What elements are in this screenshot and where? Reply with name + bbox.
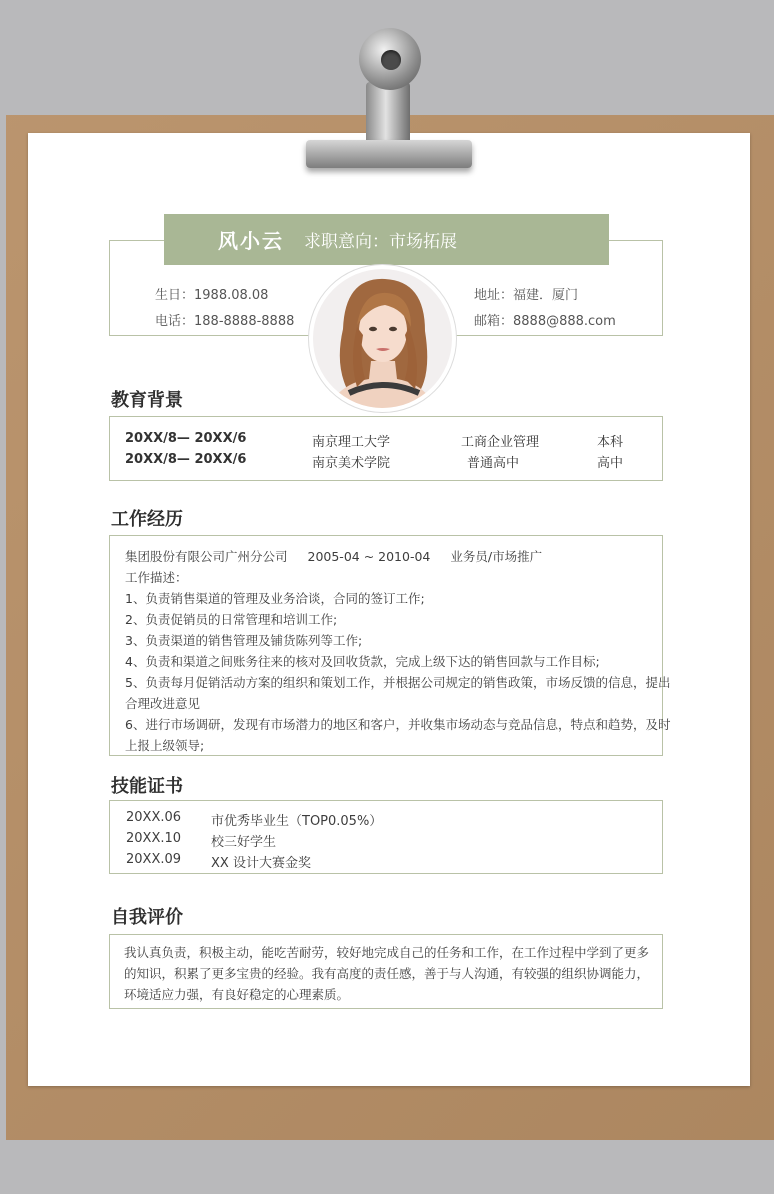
self-eval-title: 自我评价 [111,907,183,928]
skill-date: 20XX.10 [126,831,182,846]
work-position: 业务员/市场推广 [450,549,543,564]
birth-date: 生日：1988.08.08 [155,288,269,303]
portrait-photo [313,269,452,408]
edu-degree: 本科 [597,435,624,450]
education-title: 教育背景 [111,390,183,411]
address: 地址：福建．厦门 [474,288,579,303]
candidate-name: 风小云 [218,229,284,253]
work-title: 工作经历 [111,509,183,530]
work-header-line [125,546,665,567]
clip-hole [381,50,401,70]
self-eval-text: 我认真负责，积极主动，能吃苦耐劳，较好地完成自己的任务和工作，在工作过程中学到了更多的知识，积累了更多宝贵的经验。我有高度的责任感，善于与人沟通，有较强的组织协调能力，环境适应力强，有良好稳定的心理素质。 [124,945,650,1002]
edu-degree: 高中 [597,456,624,471]
job-intent: 求职意向：市场拓展 [304,232,457,252]
skill-award: 校三好学生 [211,835,277,850]
work-desc-line: 4、负责和渠道之间账务往来的核对及回收货款，完成上级下达的销售回款与工作目标; [125,654,600,669]
work-content [125,546,671,756]
avatar [309,265,456,412]
binder-clip [306,140,472,168]
skills-box [109,800,663,874]
edu-major: 普通高中 [467,456,520,471]
edu-school: 南京理工大学 [312,435,391,450]
edu-major: 工商企业管理 [461,435,540,450]
edu-school: 南京美术学院 [312,456,391,471]
work-period: 2005-04 ~ 2010-04 [307,549,431,564]
work-desc-line: 合理改进意见 [125,696,201,711]
title-banner [164,214,609,265]
skill-date: 20XX.09 [126,852,182,867]
work-company: 集团股份有限公司广州分公司 [125,549,288,564]
edu-period: 20XX/8— 20XX/6 [125,431,247,446]
work-desc-line: 6、进行市场调研，发现有市场潜力的地区和客户，并收集市场动态与竞品信息，特点和趋势，及时 [125,717,671,732]
skills-title: 技能证书 [111,776,183,797]
work-desc-line: 上报上级领导; [125,738,205,753]
work-desc-label: 工作描述： [125,570,188,585]
edu-period: 20XX/8— 20XX/6 [125,452,247,467]
skill-date: 20XX.06 [126,810,182,825]
work-desc-line: 5、负责每月促销活动方案的组织和策划工作，并根据公司规定的销售政策，市场反馈的信息，提出 [125,675,671,690]
clip-arm [366,82,410,144]
work-desc-line: 2、负责促销员的日常管理和培训工作; [125,612,338,627]
phone-number: 电话：188-8888-8888 [155,314,295,329]
work-desc-line: 1、负责销售渠道的管理及业务洽谈，合同的签订工作; [125,591,425,606]
skill-award: 市优秀毕业生（TOP0.05%） [211,814,383,829]
skill-award: XX 设计大赛金奖 [211,856,311,871]
email: 邮箱：8888@888.com [474,314,616,329]
work-desc-line: 3、负责渠道的销售管理及铺货陈列等工作; [125,633,363,648]
